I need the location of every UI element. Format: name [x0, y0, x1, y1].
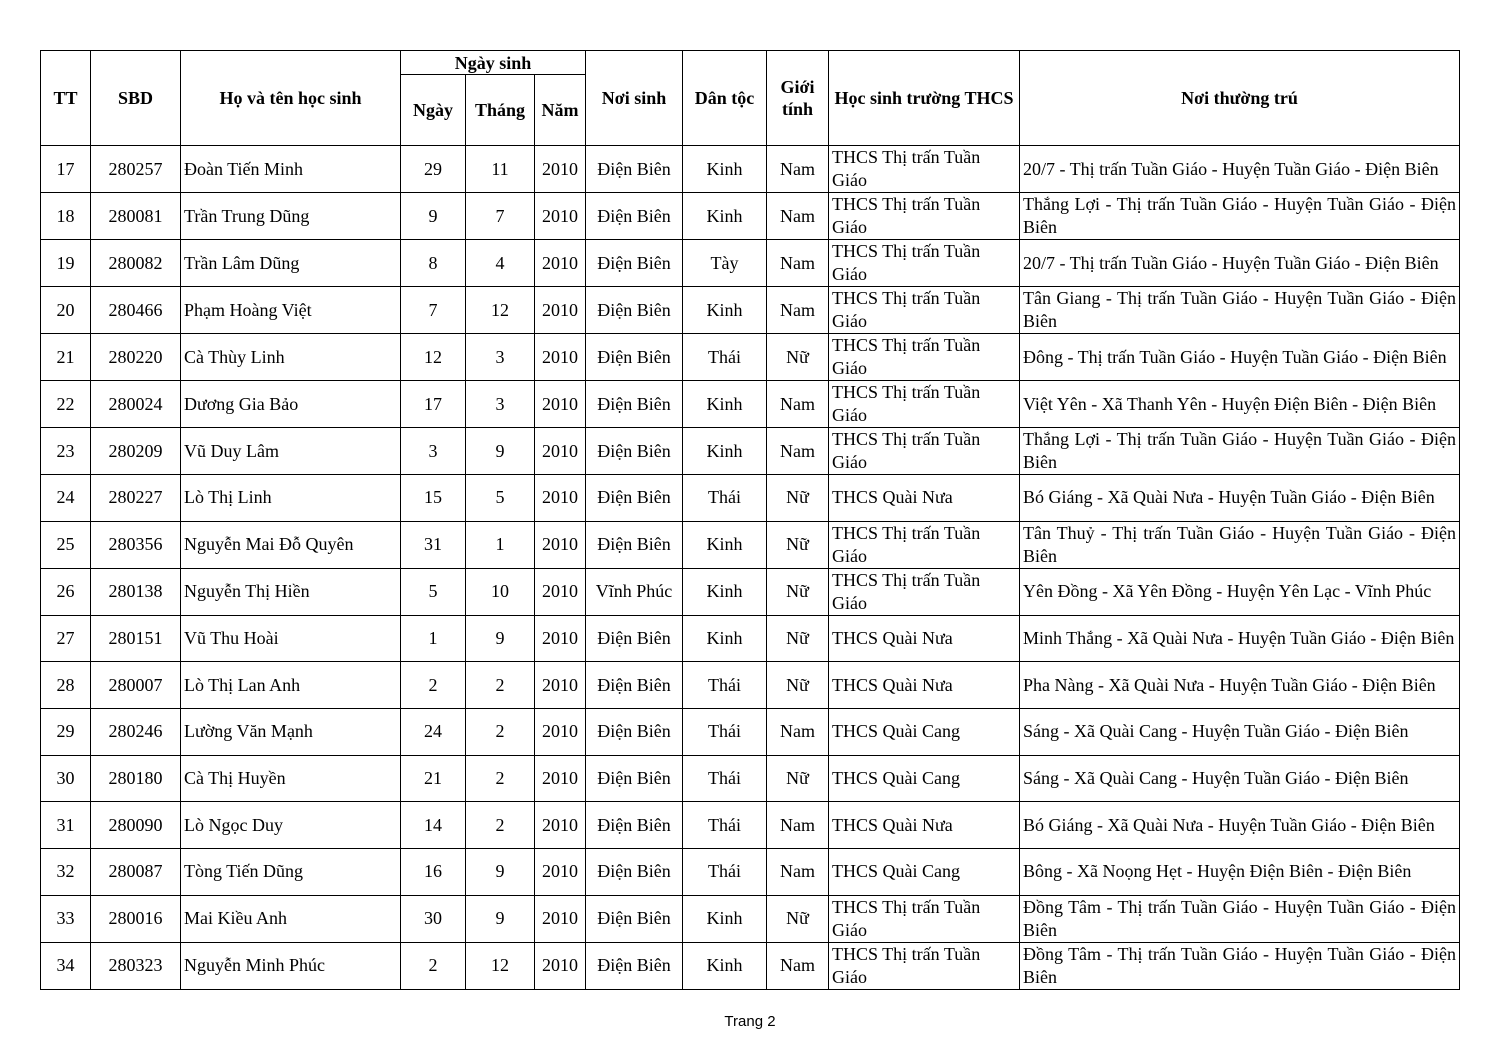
- cell-month: 5: [466, 475, 535, 522]
- cell-address: Bông - Xã Noọng Hẹt - Huyện Điện Biên - Điện Biên: [1020, 849, 1460, 896]
- cell-gender: Nam: [767, 240, 829, 287]
- table-row: [41, 193, 1460, 240]
- cell-birthplace: Điện Biên: [586, 240, 683, 287]
- cell-student-name: Lò Thị Lan Anh: [181, 662, 401, 709]
- cell-month: 11: [466, 146, 535, 193]
- cell-month: 12: [466, 942, 535, 989]
- cell-ethnicity: Thái: [683, 334, 767, 381]
- cell-address: Việt Yên - Xã Thanh Yên - Huyện Điện Biên - Điện Biên: [1020, 381, 1460, 428]
- cell-month: 3: [466, 334, 535, 381]
- table-row: [41, 287, 1460, 334]
- cell-ethnicity: Kinh: [683, 942, 767, 989]
- table-row: [41, 428, 1460, 475]
- cell-birthplace: Điện Biên: [586, 287, 683, 334]
- cell-ethnicity: Thái: [683, 802, 767, 849]
- cell-day: 16: [401, 849, 466, 896]
- cell-month: 2: [466, 662, 535, 709]
- cell-school: THCS Thị trấn Tuần Giáo: [829, 146, 1020, 193]
- cell-gender: Nữ: [767, 334, 829, 381]
- cell-sbd: 280081: [91, 193, 181, 240]
- cell-birthplace: Điện Biên: [586, 381, 683, 428]
- cell-ethnicity: Kinh: [683, 521, 767, 568]
- table-row: [41, 802, 1460, 849]
- cell-student-name: Lò Thị Linh: [181, 475, 401, 522]
- cell-birthplace: Điện Biên: [586, 615, 683, 662]
- cell-school: THCS Thị trấn Tuần Giáo: [829, 287, 1020, 334]
- cell-student-name: Cà Thị Huyền: [181, 755, 401, 802]
- cell-school: THCS Thị trấn Tuần Giáo: [829, 193, 1020, 240]
- cell-year: 2010: [535, 615, 586, 662]
- cell-school: THCS Thị trấn Tuần Giáo: [829, 428, 1020, 475]
- cell-sbd: 280016: [91, 895, 181, 942]
- cell-day: 1: [401, 615, 466, 662]
- cell-ethnicity: Kinh: [683, 381, 767, 428]
- cell-gender: Nam: [767, 942, 829, 989]
- cell-tt: 20: [41, 287, 91, 334]
- cell-address: Đồng Tâm - Thị trấn Tuần Giáo - Huyện Tuần Giáo - Điện Biên: [1020, 895, 1460, 942]
- cell-sbd: 280220: [91, 334, 181, 381]
- cell-sbd: 280466: [91, 287, 181, 334]
- cell-school: THCS Thị trấn Tuần Giáo: [829, 895, 1020, 942]
- cell-gender: Nữ: [767, 568, 829, 615]
- table-row: [41, 146, 1460, 193]
- cell-year: 2010: [535, 428, 586, 475]
- cell-address: Đông - Thị trấn Tuần Giáo - Huyện Tuần Giáo - Điện Biên: [1020, 334, 1460, 381]
- cell-tt: 33: [41, 895, 91, 942]
- cell-year: 2010: [535, 475, 586, 522]
- cell-sbd: 280257: [91, 146, 181, 193]
- table-row: [41, 709, 1460, 756]
- cell-sbd: 280138: [91, 568, 181, 615]
- cell-address: Pha Nàng - Xã Quài Nưa - Huyện Tuần Giáo - Điện Biên: [1020, 662, 1460, 709]
- cell-birthplace: Điện Biên: [586, 895, 683, 942]
- cell-year: 2010: [535, 334, 586, 381]
- cell-tt: 27: [41, 615, 91, 662]
- cell-student-name: Vũ Thu Hoài: [181, 615, 401, 662]
- student-list-table: [40, 50, 1460, 990]
- table-row: [41, 381, 1460, 428]
- cell-sbd: 280087: [91, 849, 181, 896]
- header-tt: TT: [41, 51, 91, 146]
- cell-sbd: 280356: [91, 521, 181, 568]
- cell-ethnicity: Thái: [683, 475, 767, 522]
- cell-address: 20/7 - Thị trấn Tuần Giáo - Huyện Tuần Giáo - Điện Biên: [1020, 240, 1460, 287]
- cell-year: 2010: [535, 755, 586, 802]
- cell-school: THCS Thị trấn Tuần Giáo: [829, 568, 1020, 615]
- cell-tt: 21: [41, 334, 91, 381]
- cell-school: THCS Thị trấn Tuần Giáo: [829, 240, 1020, 287]
- cell-school: THCS Quài Nưa: [829, 662, 1020, 709]
- cell-month: 1: [466, 521, 535, 568]
- cell-student-name: Phạm Hoàng Việt: [181, 287, 401, 334]
- cell-birthplace: Điện Biên: [586, 521, 683, 568]
- table-row: [41, 615, 1460, 662]
- cell-gender: Nữ: [767, 662, 829, 709]
- cell-address: Đồng Tâm - Thị trấn Tuần Giáo - Huyện Tuần Giáo - Điện Biên: [1020, 942, 1460, 989]
- cell-tt: 18: [41, 193, 91, 240]
- cell-gender: Nam: [767, 849, 829, 896]
- cell-birthplace: Điện Biên: [586, 802, 683, 849]
- cell-ethnicity: Thái: [683, 755, 767, 802]
- cell-gender: Nam: [767, 428, 829, 475]
- cell-day: 5: [401, 568, 466, 615]
- header-day: Ngày: [401, 75, 466, 146]
- cell-day: 3: [401, 428, 466, 475]
- cell-tt: 17: [41, 146, 91, 193]
- cell-student-name: Lường Văn Mạnh: [181, 709, 401, 756]
- cell-month: 2: [466, 709, 535, 756]
- cell-tt: 30: [41, 755, 91, 802]
- cell-address: Sáng - Xã Quài Cang - Huyện Tuần Giáo - Điện Biên: [1020, 755, 1460, 802]
- cell-year: 2010: [535, 709, 586, 756]
- cell-tt: 28: [41, 662, 91, 709]
- header-sbd: SBD: [91, 51, 181, 146]
- cell-address: Thắng Lợi - Thị trấn Tuần Giáo - Huyện Tuần Giáo - Điện Biên: [1020, 428, 1460, 475]
- cell-year: 2010: [535, 849, 586, 896]
- cell-tt: 19: [41, 240, 91, 287]
- cell-student-name: Mai Kiều Anh: [181, 895, 401, 942]
- cell-tt: 32: [41, 849, 91, 896]
- cell-day: 21: [401, 755, 466, 802]
- cell-school: THCS Thị trấn Tuần Giáo: [829, 942, 1020, 989]
- cell-school: THCS Quài Cang: [829, 709, 1020, 756]
- cell-sbd: 280246: [91, 709, 181, 756]
- cell-year: 2010: [535, 942, 586, 989]
- cell-day: 31: [401, 521, 466, 568]
- cell-school: THCS Thị trấn Tuần Giáo: [829, 381, 1020, 428]
- cell-year: 2010: [535, 802, 586, 849]
- table-row: [41, 521, 1460, 568]
- cell-month: 9: [466, 895, 535, 942]
- cell-day: 9: [401, 193, 466, 240]
- cell-tt: 31: [41, 802, 91, 849]
- cell-school: THCS Quài Nưa: [829, 475, 1020, 522]
- cell-gender: Nam: [767, 802, 829, 849]
- cell-ethnicity: Kinh: [683, 615, 767, 662]
- cell-month: 4: [466, 240, 535, 287]
- cell-ethnicity: Kinh: [683, 568, 767, 615]
- cell-sbd: 280323: [91, 942, 181, 989]
- header-month: Tháng: [466, 75, 535, 146]
- cell-birthplace: Điện Biên: [586, 942, 683, 989]
- cell-tt: 22: [41, 381, 91, 428]
- cell-student-name: Lò Ngọc Duy: [181, 802, 401, 849]
- cell-address: Bó Giáng - Xã Quài Nưa - Huyện Tuần Giáo - Điện Biên: [1020, 475, 1460, 522]
- cell-school: THCS Quài Nưa: [829, 802, 1020, 849]
- cell-month: 9: [466, 428, 535, 475]
- cell-address: Tân Giang - Thị trấn Tuần Giáo - Huyện Tuần Giáo - Điện Biên: [1020, 287, 1460, 334]
- cell-address: Thắng Lợi - Thị trấn Tuần Giáo - Huyện Tuần Giáo - Điện Biên: [1020, 193, 1460, 240]
- table-row: [41, 240, 1460, 287]
- cell-address: Sáng - Xã Quài Cang - Huyện Tuần Giáo - Điện Biên: [1020, 709, 1460, 756]
- cell-gender: Nam: [767, 709, 829, 756]
- header-birthplace: Nơi sinh: [586, 51, 683, 146]
- cell-year: 2010: [535, 381, 586, 428]
- cell-student-name: Trần Trung Dũng: [181, 193, 401, 240]
- cell-birthplace: Điện Biên: [586, 709, 683, 756]
- cell-birthplace: Điện Biên: [586, 662, 683, 709]
- cell-birthplace: Điện Biên: [586, 755, 683, 802]
- cell-sbd: 280090: [91, 802, 181, 849]
- cell-day: 2: [401, 942, 466, 989]
- cell-year: 2010: [535, 193, 586, 240]
- cell-gender: Nam: [767, 193, 829, 240]
- cell-gender: Nam: [767, 381, 829, 428]
- header-address: Nơi thường trú: [1020, 51, 1460, 146]
- cell-year: 2010: [535, 568, 586, 615]
- cell-day: 12: [401, 334, 466, 381]
- cell-year: 2010: [535, 521, 586, 568]
- cell-ethnicity: Thái: [683, 709, 767, 756]
- cell-ethnicity: Kinh: [683, 146, 767, 193]
- cell-month: 12: [466, 287, 535, 334]
- cell-month: 7: [466, 193, 535, 240]
- page-number: Trang 2: [724, 1013, 776, 1030]
- cell-gender: Nam: [767, 287, 829, 334]
- table-row: [41, 334, 1460, 381]
- cell-birthplace: Điện Biên: [586, 146, 683, 193]
- cell-student-name: Dương Gia Bảo: [181, 381, 401, 428]
- cell-student-name: Nguyễn Minh Phúc: [181, 942, 401, 989]
- header-dob-group: Ngày sinh: [401, 51, 586, 75]
- cell-school: THCS Quài Nưa: [829, 615, 1020, 662]
- cell-gender: Nữ: [767, 755, 829, 802]
- cell-birthplace: Điện Biên: [586, 334, 683, 381]
- cell-birthplace: Điện Biên: [586, 193, 683, 240]
- cell-gender: Nam: [767, 146, 829, 193]
- cell-gender: Nữ: [767, 521, 829, 568]
- cell-student-name: Vũ Duy Lâm: [181, 428, 401, 475]
- cell-sbd: 280007: [91, 662, 181, 709]
- cell-day: 14: [401, 802, 466, 849]
- table-row: [41, 942, 1460, 989]
- cell-ethnicity: Thái: [683, 849, 767, 896]
- cell-student-name: Cà Thùy Linh: [181, 334, 401, 381]
- cell-day: 29: [401, 146, 466, 193]
- cell-address: Tân Thuỷ - Thị trấn Tuần Giáo - Huyện Tuần Giáo - Điện Biên: [1020, 521, 1460, 568]
- cell-school: THCS Quài Cang: [829, 755, 1020, 802]
- cell-gender: Nữ: [767, 475, 829, 522]
- cell-month: 3: [466, 381, 535, 428]
- header-name: Họ và tên học sinh: [181, 51, 401, 146]
- cell-address: Bó Giáng - Xã Quài Nưa - Huyện Tuần Giáo - Điện Biên: [1020, 802, 1460, 849]
- table-header: [41, 51, 1460, 146]
- cell-birthplace: Điện Biên: [586, 428, 683, 475]
- cell-address: Minh Thắng - Xã Quài Nưa - Huyện Tuần Giáo - Điện Biên: [1020, 615, 1460, 662]
- table-row: [41, 755, 1460, 802]
- table-row: [41, 849, 1460, 896]
- header-ethnicity: Dân tộc: [683, 51, 767, 146]
- cell-gender: Nữ: [767, 615, 829, 662]
- cell-student-name: Tòng Tiến Dũng: [181, 849, 401, 896]
- cell-month: 10: [466, 568, 535, 615]
- cell-school: THCS Quài Cang: [829, 849, 1020, 896]
- cell-sbd: 280024: [91, 381, 181, 428]
- cell-student-name: Nguyễn Thị Hiền: [181, 568, 401, 615]
- cell-birthplace: Điện Biên: [586, 849, 683, 896]
- cell-day: 30: [401, 895, 466, 942]
- cell-month: 2: [466, 802, 535, 849]
- cell-school: THCS Thị trấn Tuần Giáo: [829, 334, 1020, 381]
- cell-day: 7: [401, 287, 466, 334]
- cell-ethnicity: Tày: [683, 240, 767, 287]
- header-year: Năm: [535, 75, 586, 146]
- cell-year: 2010: [535, 146, 586, 193]
- table-body: [41, 146, 1460, 990]
- cell-day: 2: [401, 662, 466, 709]
- header-school: Học sinh trường THCS: [829, 51, 1020, 146]
- cell-tt: 25: [41, 521, 91, 568]
- cell-month: 9: [466, 615, 535, 662]
- cell-day: 8: [401, 240, 466, 287]
- cell-day: 15: [401, 475, 466, 522]
- table-row: [41, 662, 1460, 709]
- cell-gender: Nữ: [767, 895, 829, 942]
- cell-year: 2010: [535, 895, 586, 942]
- cell-school: THCS Thị trấn Tuần Giáo: [829, 521, 1020, 568]
- cell-ethnicity: Kinh: [683, 428, 767, 475]
- cell-student-name: Nguyễn Mai Đỗ Quyên: [181, 521, 401, 568]
- cell-tt: 29: [41, 709, 91, 756]
- cell-sbd: 280227: [91, 475, 181, 522]
- cell-sbd: 280151: [91, 615, 181, 662]
- cell-ethnicity: Kinh: [683, 895, 767, 942]
- cell-student-name: Trần Lâm Dũng: [181, 240, 401, 287]
- table-row: [41, 475, 1460, 522]
- cell-ethnicity: Kinh: [683, 193, 767, 240]
- cell-sbd: 280082: [91, 240, 181, 287]
- cell-tt: 34: [41, 942, 91, 989]
- cell-year: 2010: [535, 662, 586, 709]
- cell-sbd: 280180: [91, 755, 181, 802]
- cell-year: 2010: [535, 240, 586, 287]
- cell-month: 9: [466, 849, 535, 896]
- cell-birthplace: Điện Biên: [586, 475, 683, 522]
- table-row: [41, 895, 1460, 942]
- header-gender: Giới tính: [767, 51, 829, 146]
- cell-ethnicity: Kinh: [683, 287, 767, 334]
- cell-address: Yên Đồng - Xã Yên Đồng - Huyện Yên Lạc - Vĩnh Phúc: [1020, 568, 1460, 615]
- cell-sbd: 280209: [91, 428, 181, 475]
- cell-year: 2010: [535, 287, 586, 334]
- cell-student-name: Đoàn Tiến Minh: [181, 146, 401, 193]
- cell-day: 17: [401, 381, 466, 428]
- cell-address: 20/7 - Thị trấn Tuần Giáo - Huyện Tuần Giáo - Điện Biên: [1020, 146, 1460, 193]
- cell-birthplace: Vĩnh Phúc: [586, 568, 683, 615]
- cell-ethnicity: Thái: [683, 662, 767, 709]
- cell-day: 24: [401, 709, 466, 756]
- table-row: [41, 568, 1460, 615]
- cell-tt: 26: [41, 568, 91, 615]
- cell-tt: 23: [41, 428, 91, 475]
- cell-tt: 24: [41, 475, 91, 522]
- cell-month: 2: [466, 755, 535, 802]
